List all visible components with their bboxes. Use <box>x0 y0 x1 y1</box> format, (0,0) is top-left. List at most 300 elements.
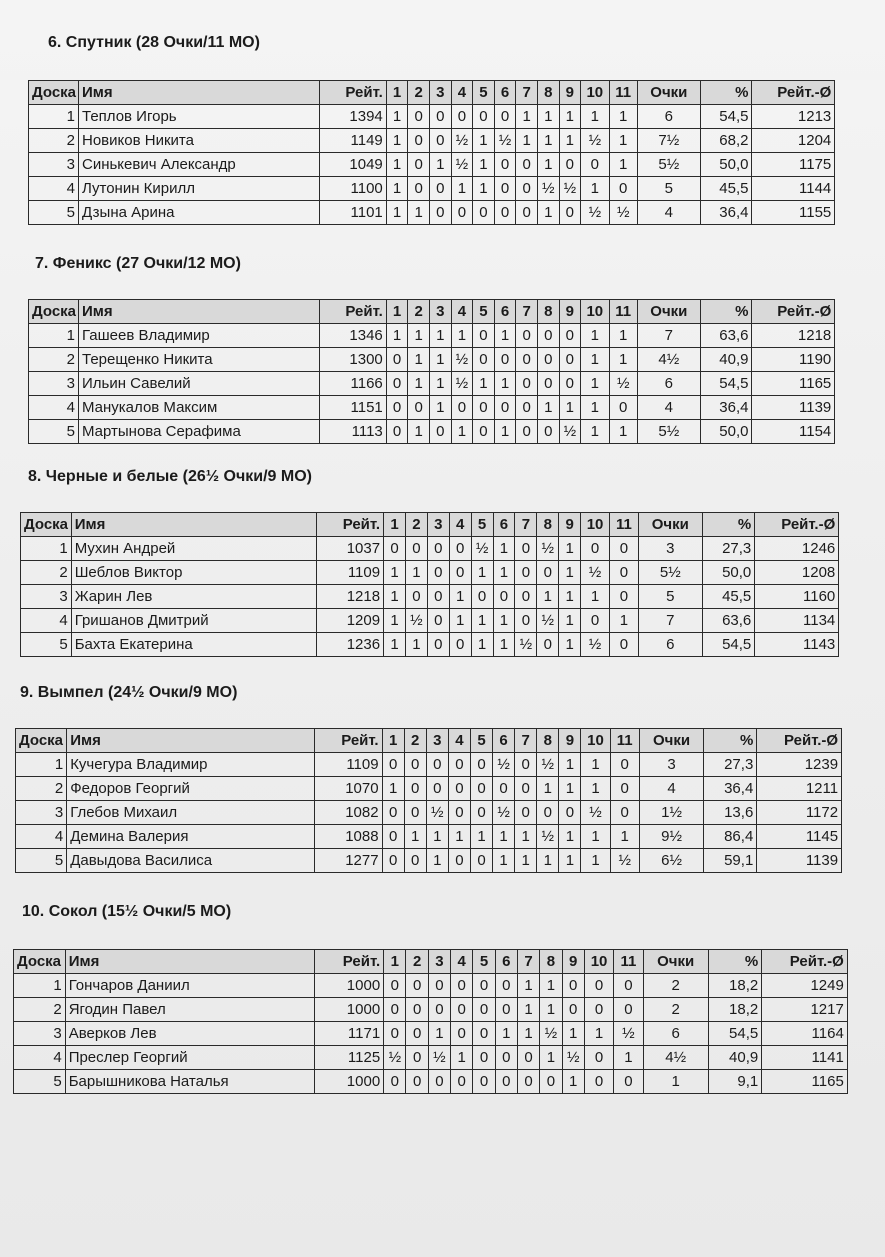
round-result: 0 <box>406 1070 428 1094</box>
round-result: 0 <box>451 201 473 225</box>
player-percent: 18,2 <box>708 974 762 998</box>
header-name: Имя <box>79 81 320 105</box>
round-result: 1 <box>449 609 471 633</box>
round-result: 0 <box>408 177 430 201</box>
header-round: 4 <box>451 300 473 324</box>
round-result: 1 <box>493 537 515 561</box>
player-name: Ильин Савелий <box>79 372 320 396</box>
round-result: 0 <box>428 974 450 998</box>
player-name: Терещенко Никита <box>79 348 320 372</box>
round-result: 0 <box>384 974 406 998</box>
header-percent: % <box>708 950 762 974</box>
player-name: Теплов Игорь <box>79 105 320 129</box>
board-number: 1 <box>29 324 79 348</box>
player-avg-rating: 1143 <box>755 633 839 657</box>
player-percent: 54,5 <box>700 105 752 129</box>
round-result: 0 <box>427 609 449 633</box>
round-result: ½ <box>537 177 559 201</box>
table-row <box>21 633 839 657</box>
header-round: 1 <box>382 729 404 753</box>
player-rating: 1088 <box>314 825 382 849</box>
round-result: 0 <box>515 537 537 561</box>
player-points: 6 <box>638 633 702 657</box>
round-result: 0 <box>384 537 406 561</box>
round-result: 0 <box>610 777 639 801</box>
round-result: 1 <box>429 348 451 372</box>
round-result: 0 <box>517 1046 539 1070</box>
player-percent: 9,1 <box>708 1070 762 1094</box>
round-result: ½ <box>451 372 473 396</box>
round-result: 1 <box>473 372 495 396</box>
round-result: 1 <box>581 177 609 201</box>
header-round: 8 <box>537 81 559 105</box>
player-points: 9½ <box>639 825 704 849</box>
round-result: ½ <box>405 609 427 633</box>
player-points: 2 <box>643 974 708 998</box>
header-name: Имя <box>65 950 315 974</box>
header-board: Доска <box>29 300 79 324</box>
round-result: 0 <box>516 177 538 201</box>
round-result: 0 <box>382 849 404 873</box>
round-result: 0 <box>406 1022 428 1046</box>
round-result: 1 <box>493 609 515 633</box>
table-row <box>29 420 835 444</box>
player-avg-rating: 1134 <box>755 609 839 633</box>
board-number: 2 <box>29 129 79 153</box>
player-points: 4 <box>637 396 700 420</box>
round-result: 0 <box>426 753 448 777</box>
header-round: 6 <box>494 81 516 105</box>
header-avg-rating: Рейт.-Ø <box>752 300 835 324</box>
round-result: 0 <box>408 105 430 129</box>
round-result: 1 <box>449 585 471 609</box>
round-result: 1 <box>537 153 559 177</box>
standings-table <box>20 512 839 657</box>
header-avg-rating: Рейт.-Ø <box>755 513 839 537</box>
round-result: 0 <box>494 201 516 225</box>
header-round: 7 <box>517 950 539 974</box>
header-round: 10 <box>581 81 609 105</box>
round-result: 0 <box>408 396 430 420</box>
round-result: 0 <box>382 825 404 849</box>
round-result: 1 <box>559 585 581 609</box>
round-result: 0 <box>515 753 537 777</box>
round-result: ½ <box>581 801 610 825</box>
round-result: 1 <box>451 420 473 444</box>
header-round: 3 <box>429 81 451 105</box>
round-result: 1 <box>493 561 515 585</box>
player-percent: 18,2 <box>708 998 762 1022</box>
player-points: 5 <box>637 177 700 201</box>
board-number: 4 <box>29 396 79 420</box>
board-number: 3 <box>21 585 72 609</box>
round-result: 1 <box>609 129 637 153</box>
board-number: 1 <box>29 105 79 129</box>
round-result: 0 <box>516 348 538 372</box>
player-points: 5 <box>638 585 702 609</box>
player-percent: 63,6 <box>700 324 752 348</box>
player-rating: 1109 <box>316 561 383 585</box>
round-result: 1 <box>581 348 609 372</box>
board-number: 3 <box>16 801 67 825</box>
round-result: 1 <box>426 825 448 849</box>
player-points: 3 <box>638 537 702 561</box>
table-row <box>21 537 839 561</box>
round-result: 0 <box>473 1070 495 1094</box>
round-result: 1 <box>581 825 610 849</box>
header-round: 3 <box>428 950 450 974</box>
header-points: Очки <box>637 300 700 324</box>
board-number: 5 <box>14 1070 66 1094</box>
round-result: 1 <box>451 1046 473 1070</box>
round-result: 1 <box>559 753 581 777</box>
header-round: 8 <box>537 300 559 324</box>
round-result: 0 <box>494 153 516 177</box>
round-result: 0 <box>516 420 538 444</box>
header-round: 5 <box>473 300 495 324</box>
header-round: 10 <box>581 513 610 537</box>
player-name: Мухин Андрей <box>71 537 316 561</box>
player-percent: 50,0 <box>702 561 755 585</box>
player-rating: 1100 <box>320 177 386 201</box>
player-rating: 1218 <box>316 585 383 609</box>
player-name: Преслер Георгий <box>65 1046 315 1070</box>
player-percent: 36,4 <box>700 201 752 225</box>
player-percent: 45,5 <box>702 585 755 609</box>
player-points: 7½ <box>637 129 700 153</box>
round-result: ½ <box>493 753 515 777</box>
round-result: 1 <box>384 561 406 585</box>
header-name: Имя <box>71 513 316 537</box>
round-result: 0 <box>537 561 559 585</box>
round-result: 0 <box>559 801 581 825</box>
round-result: 1 <box>493 849 515 873</box>
round-result: 1 <box>386 153 408 177</box>
round-result: 1 <box>386 129 408 153</box>
round-result: 0 <box>449 633 471 657</box>
header-round: 5 <box>473 950 495 974</box>
board-number: 2 <box>16 777 67 801</box>
board-number: 4 <box>29 177 79 201</box>
player-avg-rating: 1239 <box>757 753 842 777</box>
round-result: 1 <box>516 105 538 129</box>
round-result: 0 <box>408 129 430 153</box>
round-result: 1 <box>537 396 559 420</box>
header-name: Имя <box>79 300 320 324</box>
player-name: Федоров Георгий <box>67 777 314 801</box>
round-result: ½ <box>610 849 639 873</box>
player-points: 6 <box>637 105 700 129</box>
round-result: 1 <box>559 105 581 129</box>
round-result: 1 <box>515 825 537 849</box>
table-row <box>14 1022 848 1046</box>
round-result: 0 <box>427 585 449 609</box>
player-points: 1 <box>643 1070 708 1094</box>
round-result: 1 <box>537 105 559 129</box>
header-rating: Рейт. <box>314 729 382 753</box>
player-name: Гашеев Владимир <box>79 324 320 348</box>
round-result: 1 <box>581 396 609 420</box>
player-avg-rating: 1190 <box>752 348 835 372</box>
header-round: 9 <box>559 513 581 537</box>
table-row <box>16 825 842 849</box>
round-result: 0 <box>382 801 404 825</box>
player-percent: 50,0 <box>700 153 752 177</box>
round-result: 0 <box>581 609 610 633</box>
round-result: 1 <box>559 129 581 153</box>
header-points: Очки <box>638 513 702 537</box>
round-result: 0 <box>427 633 449 657</box>
player-avg-rating: 1246 <box>755 537 839 561</box>
round-result: ½ <box>581 129 609 153</box>
round-result: 1 <box>448 825 470 849</box>
round-result: 1 <box>429 153 451 177</box>
player-points: 1½ <box>639 801 704 825</box>
table-header-row <box>29 81 835 105</box>
round-result: 0 <box>473 1022 495 1046</box>
round-result: 0 <box>408 153 430 177</box>
player-rating: 1037 <box>316 537 383 561</box>
round-result: 1 <box>429 324 451 348</box>
header-round: 6 <box>494 300 516 324</box>
player-rating: 1109 <box>314 753 382 777</box>
round-result: 0 <box>473 974 495 998</box>
board-number: 3 <box>29 372 79 396</box>
round-result: 0 <box>614 974 643 998</box>
player-name: Лутонин Кирилл <box>79 177 320 201</box>
round-result: 1 <box>429 396 451 420</box>
player-avg-rating: 1208 <box>755 561 839 585</box>
player-rating: 1070 <box>314 777 382 801</box>
header-points: Очки <box>637 81 700 105</box>
player-percent: 63,6 <box>702 609 755 633</box>
round-result: 0 <box>406 998 428 1022</box>
player-name: Синькевич Александр <box>79 153 320 177</box>
player-percent: 40,9 <box>708 1046 762 1070</box>
header-round: 10 <box>581 729 610 753</box>
board-number: 3 <box>29 153 79 177</box>
player-rating: 1049 <box>320 153 386 177</box>
round-result: 1 <box>559 537 581 561</box>
player-percent: 68,2 <box>700 129 752 153</box>
round-result: 0 <box>426 777 448 801</box>
round-result: 0 <box>495 974 517 998</box>
player-name: Давыдова Василиса <box>67 849 314 873</box>
round-result: 1 <box>405 561 427 585</box>
player-name: Жарин Лев <box>71 585 316 609</box>
board-number: 2 <box>21 561 72 585</box>
header-percent: % <box>704 729 757 753</box>
round-result: 0 <box>584 998 613 1022</box>
header-round: 2 <box>405 513 427 537</box>
player-name: Кучегура Владимир <box>67 753 314 777</box>
round-result: 1 <box>584 1022 613 1046</box>
table-row <box>29 324 835 348</box>
board-number: 1 <box>16 753 67 777</box>
round-result: ½ <box>614 1022 643 1046</box>
player-percent: 54,5 <box>702 633 755 657</box>
player-points: 5½ <box>637 420 700 444</box>
round-result: 1 <box>540 998 562 1022</box>
round-result: ½ <box>537 825 559 849</box>
round-result: 0 <box>448 753 470 777</box>
round-result: ½ <box>494 129 516 153</box>
header-round: 8 <box>540 950 562 974</box>
header-round: 11 <box>609 513 638 537</box>
round-result: 1 <box>581 420 609 444</box>
player-rating: 1113 <box>320 420 386 444</box>
player-avg-rating: 1139 <box>757 849 842 873</box>
round-result: 0 <box>473 1046 495 1070</box>
player-points: 4 <box>637 201 700 225</box>
header-round: 11 <box>609 300 637 324</box>
header-rating: Рейт. <box>320 300 386 324</box>
player-rating: 1300 <box>320 348 386 372</box>
player-percent: 27,3 <box>704 753 757 777</box>
player-rating: 1000 <box>315 1070 384 1094</box>
header-round: 10 <box>581 300 609 324</box>
header-percent: % <box>700 81 752 105</box>
round-result: 0 <box>581 153 609 177</box>
round-result: 0 <box>559 324 581 348</box>
standings-table <box>15 728 842 873</box>
round-result: 1 <box>537 777 559 801</box>
round-result: 0 <box>382 753 404 777</box>
round-result: 1 <box>493 633 515 657</box>
round-result: 1 <box>517 998 539 1022</box>
header-round: 5 <box>470 729 492 753</box>
player-avg-rating: 1165 <box>762 1070 848 1094</box>
round-result: 0 <box>473 201 495 225</box>
round-result: 0 <box>473 998 495 1022</box>
team-title: 6. Спутник (28 Очки/11 МО) <box>48 34 260 51</box>
header-round: 3 <box>429 300 451 324</box>
header-avg-rating: Рейт.-Ø <box>757 729 842 753</box>
player-points: 5½ <box>637 153 700 177</box>
player-percent: 45,5 <box>700 177 752 201</box>
team-title: 10. Сокол (15½ Очки/5 МО) <box>22 903 232 920</box>
team-title: 9. Вымпел (24½ Очки/9 МО) <box>20 684 238 701</box>
round-result: 1 <box>471 633 493 657</box>
header-percent: % <box>702 513 755 537</box>
player-name: Гончаров Даниил <box>65 974 315 998</box>
table-header-row <box>21 513 839 537</box>
round-result: 0 <box>584 1070 613 1094</box>
player-percent: 36,4 <box>700 396 752 420</box>
player-percent: 27,3 <box>702 537 755 561</box>
round-result: 1 <box>559 396 581 420</box>
round-result: 1 <box>609 105 637 129</box>
round-result: 0 <box>473 324 495 348</box>
round-result: 0 <box>473 396 495 420</box>
player-points: 6 <box>637 372 700 396</box>
board-number: 3 <box>14 1022 66 1046</box>
table-row <box>29 372 835 396</box>
header-round: 9 <box>562 950 584 974</box>
player-points: 7 <box>638 609 702 633</box>
player-points: 5½ <box>638 561 702 585</box>
round-result: 0 <box>537 420 559 444</box>
round-result: 0 <box>386 348 408 372</box>
round-result: 0 <box>537 348 559 372</box>
round-result: 1 <box>493 825 515 849</box>
player-name: Ягодин Павел <box>65 998 315 1022</box>
round-result: 0 <box>537 633 559 657</box>
round-result: 1 <box>609 348 637 372</box>
player-name: Мартынова Серафима <box>79 420 320 444</box>
round-result: ½ <box>515 633 537 657</box>
round-result: 0 <box>451 396 473 420</box>
header-round: 4 <box>448 729 470 753</box>
round-result: 0 <box>451 1022 473 1046</box>
round-result: 0 <box>494 348 516 372</box>
player-percent: 13,6 <box>704 801 757 825</box>
round-result: 0 <box>384 1022 406 1046</box>
round-result: 1 <box>562 1070 584 1094</box>
table-row <box>14 974 848 998</box>
round-result: 0 <box>581 537 610 561</box>
round-result: 0 <box>495 998 517 1022</box>
table-row <box>21 609 839 633</box>
round-result: 0 <box>448 849 470 873</box>
round-result: 1 <box>540 1046 562 1070</box>
header-round: 8 <box>537 513 559 537</box>
round-result: 0 <box>429 105 451 129</box>
round-result: 0 <box>494 105 516 129</box>
header-board: Доска <box>29 81 79 105</box>
table-header-row <box>14 950 848 974</box>
player-rating: 1101 <box>320 201 386 225</box>
player-rating: 1082 <box>314 801 382 825</box>
header-round: 7 <box>516 300 538 324</box>
round-result: 0 <box>559 348 581 372</box>
round-result: ½ <box>537 753 559 777</box>
round-result: 0 <box>515 801 537 825</box>
header-round: 9 <box>559 729 581 753</box>
table-row <box>16 777 842 801</box>
table-row <box>29 105 835 129</box>
round-result: ½ <box>540 1022 562 1046</box>
board-number: 5 <box>16 849 67 873</box>
table-row <box>14 1046 848 1070</box>
header-round: 7 <box>516 81 538 105</box>
round-result: 1 <box>559 849 581 873</box>
round-result: 1 <box>471 561 493 585</box>
round-result: 0 <box>404 753 426 777</box>
round-result: 1 <box>559 609 581 633</box>
round-result: 0 <box>449 561 471 585</box>
table-row <box>21 585 839 609</box>
round-result: 1 <box>609 153 637 177</box>
header-avg-rating: Рейт.-Ø <box>762 950 848 974</box>
round-result: 1 <box>451 324 473 348</box>
header-name: Имя <box>67 729 314 753</box>
header-round: 2 <box>408 300 430 324</box>
board-number: 1 <box>21 537 72 561</box>
team-title: 7. Феникс (27 Очки/12 МО) <box>35 255 241 272</box>
round-result: 1 <box>473 129 495 153</box>
header-round: 6 <box>495 950 517 974</box>
round-result: ½ <box>537 537 559 561</box>
player-rating: 1346 <box>320 324 386 348</box>
round-result: 0 <box>451 105 473 129</box>
round-result: 0 <box>429 420 451 444</box>
header-round: 8 <box>537 729 559 753</box>
player-avg-rating: 1218 <box>752 324 835 348</box>
round-result: 0 <box>609 585 638 609</box>
round-result: 1 <box>581 849 610 873</box>
table-row <box>16 801 842 825</box>
